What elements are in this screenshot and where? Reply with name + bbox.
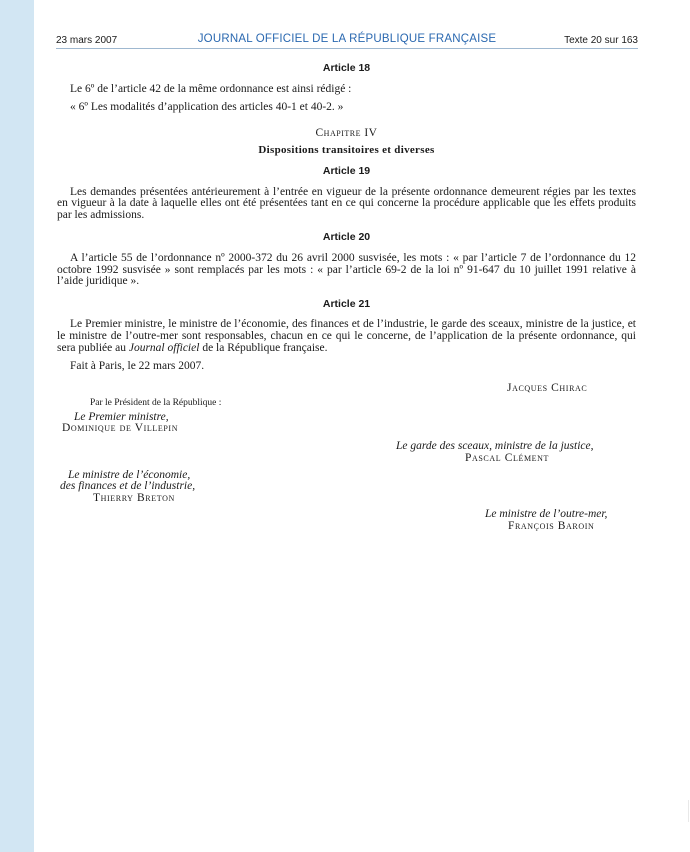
document-body xyxy=(57,63,636,373)
om-name: François Baroin xyxy=(508,520,595,532)
article-21-text-a: Le Premier ministre, le ministre de l’économie, des finances et de l’industrie, le garde des sceaux, ministre de la justice, et le ministre de l’outre-mer sont responsables, chacun en ce qui le concerne, de l’application de la présente ordonnance, qui sera publiée au xyxy=(57,318,636,354)
header-date: 23 mars 2007 xyxy=(56,35,118,46)
eco-title-line-1: Le ministre de l’économie, xyxy=(68,469,191,481)
pm-name: Dominique de Villepin xyxy=(62,422,179,434)
header-rule xyxy=(56,48,638,49)
left-margin-band xyxy=(0,0,34,852)
document-page xyxy=(34,0,658,852)
header-text-number: Texte 20 sur 163 xyxy=(564,35,638,46)
garde-name: Pascal Clément xyxy=(465,452,550,464)
article-18-paragraph-1: Le 6º de l’article 42 de la même ordonnance est ainsi rédigé : xyxy=(70,82,352,95)
article-19-title: Article 19 xyxy=(322,164,371,177)
president-signature: Jacques Chirac xyxy=(507,382,588,394)
chapter-title: Chapitre IV xyxy=(315,126,378,139)
article-21-title: Article 21 xyxy=(322,297,371,310)
chapter-subtitle: Dispositions transitoires et diverses xyxy=(258,144,435,157)
par-le-president: Par le Président de la République : xyxy=(90,398,222,408)
eco-title-line-2: des finances et de l’industrie, xyxy=(60,480,196,492)
om-title: Le ministre de l’outre-mer, xyxy=(485,508,608,520)
article-21-text-b: de la République française. xyxy=(199,341,328,354)
pm-title: Le Premier ministre, xyxy=(74,411,169,423)
header-journal-title: JOURNAL OFFICIEL DE LA RÉPUBLIQUE FRANÇAISE xyxy=(197,33,497,45)
journal-officiel-italic: Journal officiel xyxy=(128,341,200,354)
garde-title: Le garde des sceaux, ministre de la justice, xyxy=(396,440,594,452)
article-20-paragraph-1: A l’article 55 de l’ordonnance nº 2000-372 du 26 avril 2000 susvisée, les mots : « par l’article 7 de l’ordonnance du 12 octobre 1992 susvisée » sont remplacés par les mots : « par l’article 69-2 de la loi nº 91-647 du 10 juillet 1991 relative à l’aide juridique ». xyxy=(57,251,636,288)
article-18-paragraph-2: « 6º Les modalités d’application des articles 40-1 et 40-2. » xyxy=(70,101,344,114)
article-18-title: Article 18 xyxy=(322,62,371,74)
eco-name: Thierry Breton xyxy=(93,492,175,504)
article-21-paragraph-1 xyxy=(57,319,636,354)
article-19-paragraph-1: Les demandes présentées antérieurement à l’entrée en vigueur de la présente ordonnance demeurent régies par les textes en vigueur à la date à laquelle elles ont été présentées tant en ce qui concerne la procédure applicable que les effets produits par les admissions. xyxy=(57,185,636,221)
article-20-title: Article 20 xyxy=(322,231,371,244)
closing-fait-a-paris: Fait à Paris, le 22 mars 2007. xyxy=(70,360,205,373)
page-header xyxy=(56,33,638,51)
